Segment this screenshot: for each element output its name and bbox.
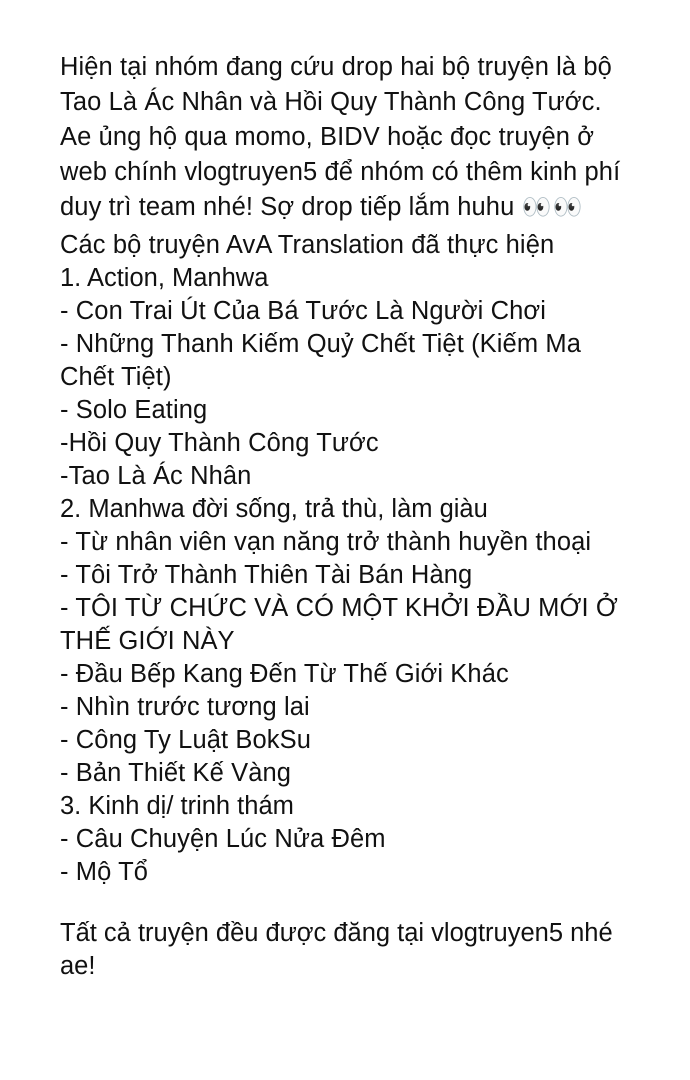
list-item: - Công Ty Luật BokSu: [60, 726, 312, 754]
list-item: -Hồi Quy Thành Công Tước: [60, 429, 379, 457]
list-item: - Từ nhân viên vạn năng trở thành huyền thoại: [60, 528, 592, 556]
announcement-text: Hiện tại nhóm đang cứu drop hai bộ truyện là bộ Tao Là Ác Nhân và Hồi Quy Thành Công Tước. Ae ủng hộ qua momo, BIDV hoặc đọc truyện ở web chính vlogtruyen5 để nhóm có thêm kinh phí duy trì team nhé! Sợ drop tiếp lắm huhu: [60, 53, 628, 221]
section-heading-3: 3. Kinh dị/ trinh thám: [60, 792, 294, 820]
list-item: - Mộ Tổ: [60, 858, 149, 886]
list-item: - TÔI TỪ CHỨC VÀ CÓ MỘT KHỞI ĐẦU MỚI Ở THẾ GIỚI NÀY: [60, 594, 625, 655]
list-item: - Tôi Trở Thành Thiên Tài Bán Hàng: [60, 561, 473, 589]
announcement-paragraph: [60, 50, 632, 225]
intro-line: Các bộ truyện AvA Translation đã thực hiện: [60, 231, 555, 259]
list-item: - Con Trai Út Của Bá Tước Là Người Chơi: [60, 297, 546, 325]
list-item: - Bản Thiết Kế Vàng: [60, 759, 292, 787]
footer-note: Tất cả truyện đều được đăng tại vlogtruyen5 nhé ae!: [60, 919, 620, 980]
list-item: -Tao Là Ác Nhân: [60, 462, 252, 490]
list-item: - Đầu Bếp Kang Đến Từ Thế Giới Khác: [60, 660, 509, 688]
list-item: - Nhìn trước tương lai: [60, 693, 310, 721]
list-item: - Những Thanh Kiếm Quỷ Chết Tiệt (Kiếm Ma Chết Tiệt): [60, 330, 589, 391]
list-item: - Solo Eating: [60, 396, 208, 424]
section-heading-2: 2. Manhwa đời sống, trả thù, làm giàu: [60, 495, 488, 523]
section-heading-1: 1. Action, Manhwa: [60, 264, 269, 292]
eyes-emoji: 👀👀: [521, 194, 584, 221]
paragraph-spacer: [60, 889, 632, 917]
list-item: - Câu Chuyện Lúc Nửa Đêm: [60, 825, 386, 853]
